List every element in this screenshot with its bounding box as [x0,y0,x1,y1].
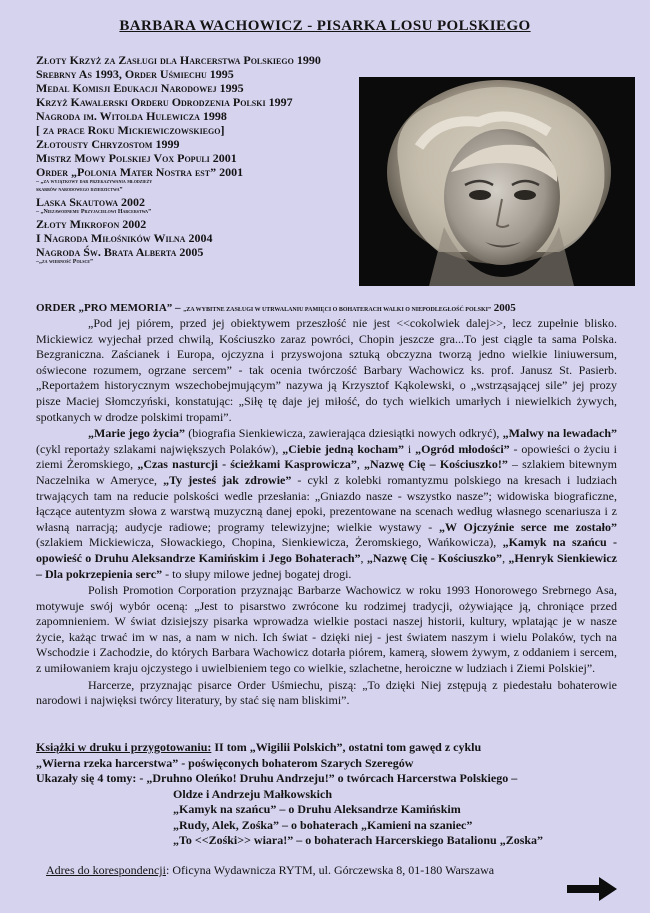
books-section [36,740,636,849]
award-item: Złoty Mikrofon 2002 [36,217,147,231]
order-year: 2005 [493,302,516,314]
award-item: Krzyż Kawalerski Orderu Odrodzenia Polski 1997 [36,95,293,109]
author-portrait [359,77,635,286]
text-run: Harcerze, przyznając pisarce Order Uśmiechu, piszą: „To dzięki Niej zstępują z piedestału bohaterowie narodowi i najwięksi twórcy literatury, by stać się nam bliskimi”. [36,677,617,708]
paragraph [36,426,617,582]
books-issued-first: - „Druhno Oleńko! Druhu Andrzeju!” o twórcach Harcerstwa Polskiego – [139,771,518,785]
paragraph [36,678,617,709]
award-item: Złotousty Chryzostom 1999 [36,137,180,151]
order-pro-memoria [36,302,636,314]
books-line-2: „Wierna rzeka harcerstwa” - poświęconych bohaterom Szarych Szeregów [36,755,414,770]
award-note: – „za wyjątkowy dar przekazywania młodzieży [36,179,153,185]
text-run: , [360,550,367,565]
text-run: - opowieści o życiu i ziemi Żeromskiego, [36,441,617,472]
text-run: (cykl reportaży szlakami największych Polaków), [36,441,283,456]
award-item: Mistrz Mowy Polskiej Vox Populi 2001 [36,151,237,165]
work-title: „Nazwę Cię - Kościuszko” [366,550,503,565]
books-issued-first-cont: Oldze i Andrzeju Małkowskich [173,786,333,801]
text-run: (szlakiem Mickiewicza, Słowackiego, Chopina, Sienkiewicza, Żeromskiego, Wańkowicza), [36,535,503,550]
award-item: Laska Skautowa 2002 [36,195,145,209]
paragraph [36,316,617,425]
book-item: „Kamyk na szańcu” – o Druhu Aleksandrze Kamińskim [173,802,461,816]
award-item: Medal Komisji Edukacji Narodowej 1995 [36,81,244,95]
award-item: Nagroda im. Witolda Hulewicza 1998 [36,109,227,123]
text-run: – szlakiem bitewnym Naczelnika w Ameryce, [36,457,617,487]
page-title: BARBARA WACHOWICZ - PISARKA LOSU POLSKIEGO [119,18,531,34]
text-run: (biografia Sienkiewicza, zawierająca dziesiątki nowych odkryć), [185,426,503,441]
award-item: I Nagroda Miłośników Wilna 2004 [36,231,213,245]
book-item: „To <<Zośki>> wiara!” – o bohaterach Harcerskiego Batalionu „Zoska” [173,833,544,847]
award-note: – „Niezawodnemu Przyjacielowi Harcerstwa” [36,209,152,215]
biography-text [36,316,617,709]
portrait-photo [359,77,635,286]
award-item: Order „Polonia Mater Nostra est” 2001 [36,165,244,179]
work-title: „Henryk Sienkiewicz – Dla pokrzepienia serc” [36,550,618,581]
text-run: i [404,441,416,456]
award-item: Złoty Krzyż za Zasługi dla Harcerstwa Polskiego 1990 [36,53,321,67]
books-issued-list [173,802,636,849]
awards-list [36,53,396,267]
work-title: „Kamyk na szańcu - opowieść o Druhu Aleksandrze Kamińskim i Jego Bohaterach” [36,535,617,565]
work-title: „Malwy na lewadach” [502,426,618,441]
address-label: Adres do korespondencji [46,863,166,877]
work-title: „Nazwę Cię – Kościuszko!” [364,457,508,472]
paragraph [36,583,617,677]
award-item: Srebrny As 1993, Order Uśmiechu 1995 [36,67,234,81]
text-run: , [356,457,365,472]
award-item: Nagroda Św. Brata Alberta 2005 [36,245,204,259]
address-text: : Oficyna Wydawnicza RYTM, ul. Górczewska 8, 01-180 Warszawa [165,863,495,877]
correspondence-address [46,863,494,878]
award-item: [ za prace Roku Mickiewiczowskiego] [36,123,225,137]
work-title: „Ogród młodości” [415,441,510,456]
books-line-1 [36,740,636,756]
work-title: „W Ojczyźnie serce me zostało” [438,519,617,534]
books-issued-label: Ukazały się 4 tomy: [36,771,137,785]
work-title: „Ty jesteś jak zdrowie” [163,472,292,487]
work-title: „Marie jego życia” [88,426,186,441]
next-page-arrow-icon[interactable] [567,876,617,902]
award-note: skarbów narodowego dziedzictwa” [36,187,123,193]
books-label: Książki w druku i przygotowaniu: [36,740,212,754]
work-title: „Ciebie jedną kocham” [282,441,405,456]
order-citation: „ZA WYBITNE ZASŁUGI W UTRWALANIU PAMIĘCI O BOHATERACH WALKI O NIEPODLEGŁOŚĆ POLSKI” [183,307,491,313]
award-note: –„za wierność Polsce” [36,259,94,265]
book-item: „Rudy, Alek, Zośka” – o bohaterach „Kamieni na szaniec” [173,817,473,832]
text-run: „Pod jej piórem, przed jej obiektywem przeszłość nie jest <<cokolwiek dalej>>, lecz zupełnie blisko. Mickiewicz wyjechał przed chwilą, Kościuszko zaraz powróci, Chopin jeszcze gra...To jest ciągle ta sama Polska. Bezgraniczna. Zaścianek i Europa, ojczyzna i przyswojona sztuką obczyzna tworzą jedno wielkie liniuwersum, oświecone rozumem, ogrzane sercem” - tak ocenia twórczość Barbary Wachowicz ks. prof. Janusz St. Pasierb. „Reportażem historycznym wszechobejmującym” nazywa ją Krzysztof Kąkolewski, o „wstrząsającej sile” jej prozy pisze Maciej Słomczyński, konstatując: „Siłę tę daje jej miłość, do tych wielkich umarłych i niewielkich żywych, spotkanych w drodze polskimi tropami”. [36,316,617,424]
text-run: , [502,550,509,565]
order-title: ORDER „PRO MEMORIA” – [36,302,181,314]
text-run: Polish Promotion Corporation przyznając Barbarze Wachowicz w roku 1993 Honorowego Srebrnego Asa, motywuje swój wybór oceną: „Jest to pisarstwo zwrócone ku rodzimej tradycji, ożywiające ją, chroniące przed zapomnieniem. W świat dzisiejszy pisarka wprowadza wielkie postaci naszej historii, kultury, wplatając je w nasze życie, każąc trwać im w nas, a nam w nich. Ich świat - dzięki niej - jest światem naszym i wielu Polaków, tych na Wschodzie i Zachodzie, do których Barbara Wachowicz dotarła piórem, kamerą, słowem żywym, z oddaniem i sercem, z umiłowaniem kraju ojczystego i uwielbieniem tego co wielkie, szlachetne, heroiczne w ludziach i Ziemi Polskiej”. [36,583,617,676]
text-run: - cykl z kolebki romantyzmu polskiego na kresach i ludziach trwających tam na reducie polskości wedle przesłania: „Gniazdo nasze - wszystko nasze”; widowiska biograficzne, łączące autentyzm słowa z warstwą muzyczną danej epoki, prezentowane na scenach według własnego scenariusza i z własną narracją; audycje radiowe; programy telewizyjne; wielkie wystawy - [36,472,618,534]
text-run: - to słupy milowe jednej bogatej drogi. [162,566,352,581]
books-issued [36,771,636,787]
work-title: „Czas nasturcji - ścieżkami Kasprowicza” [137,457,357,472]
books-upcoming: II tom „Wigilii Polskich”, ostatni tom gawęd z cyklu [214,740,482,754]
